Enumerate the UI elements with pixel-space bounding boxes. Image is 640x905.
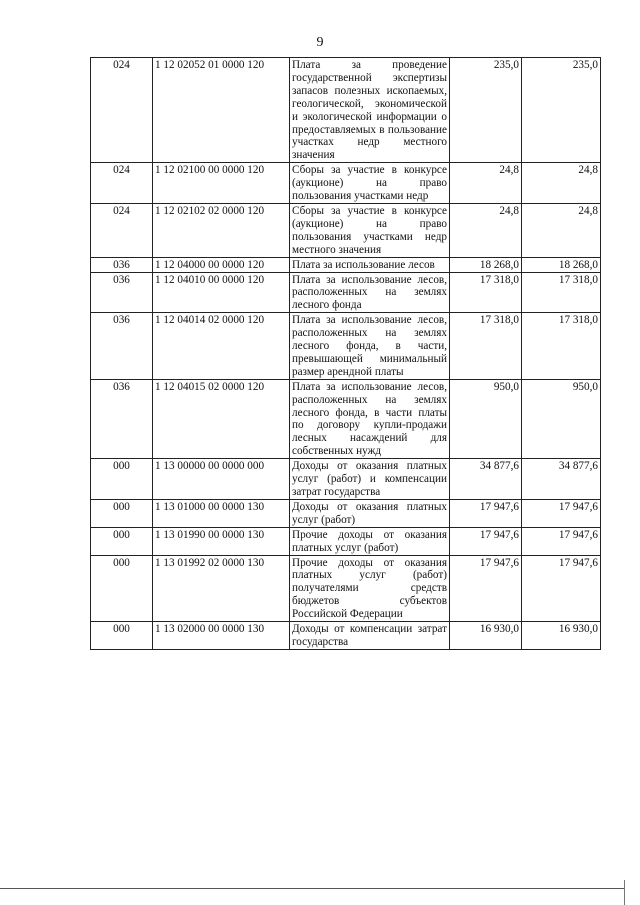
budget-code-cell: 1 13 02000 00 0000 130: [153, 622, 290, 650]
table-row: [91, 527, 601, 555]
revenue-name-cell: Прочие доходы от оказания платных услуг (работ): [290, 527, 450, 555]
table-row: [91, 257, 601, 272]
revenue-name-cell: Сборы за участие в конкурсе (аукционе) на право пользования участками недр местного значения: [290, 203, 450, 257]
amount-cell: 18 268,0: [450, 257, 522, 272]
revenue-name-cell: Плата за использование лесов, расположенных на землях лесного фонда, в части платы по договору купли-продажи лесных насаждений для собственных нужд: [290, 379, 450, 458]
admin-code-cell: 024: [91, 203, 153, 257]
admin-code-cell: 000: [91, 499, 153, 527]
budget-code-cell: 1 12 04000 00 0000 120: [153, 257, 290, 272]
amount-total-cell: 17 947,6: [522, 527, 601, 555]
admin-code-cell: 000: [91, 459, 153, 500]
admin-code-cell: 000: [91, 555, 153, 622]
table-row: [91, 58, 601, 163]
admin-code-cell: 024: [91, 163, 153, 204]
amount-total-cell: 24,8: [522, 163, 601, 204]
budget-code-cell: 1 13 01000 00 0000 130: [153, 499, 290, 527]
amount-cell: 17 947,6: [450, 499, 522, 527]
amount-cell: 34 877,6: [450, 459, 522, 500]
revenue-table: [90, 57, 601, 650]
amount-cell: 17 947,6: [450, 555, 522, 622]
revenue-name-cell: Доходы от оказания платных услуг (работ): [290, 499, 450, 527]
budget-code-cell: 1 13 01992 02 0000 130: [153, 555, 290, 622]
table-row: [91, 555, 601, 622]
revenue-name-cell: Плата за использование лесов, расположенных на землях лесного фонда: [290, 272, 450, 313]
admin-code-cell: 036: [91, 257, 153, 272]
admin-code-cell: 036: [91, 379, 153, 458]
revenue-table-body: [91, 58, 601, 650]
amount-total-cell: 18 268,0: [522, 257, 601, 272]
amount-total-cell: 17 318,0: [522, 313, 601, 380]
amount-total-cell: 34 877,6: [522, 459, 601, 500]
amount-cell: 17 947,6: [450, 527, 522, 555]
amount-cell: 17 318,0: [450, 272, 522, 313]
table-row: [91, 163, 601, 204]
revenue-name-cell: Плата за проведение государственной экспертизы запасов полезных ископаемых, геологической, экономической и экологической информации о предоставляемых в пользование участках недр местного значения: [290, 58, 450, 163]
table-row: [91, 379, 601, 458]
amount-cell: 950,0: [450, 379, 522, 458]
amount-total-cell: 17 947,6: [522, 555, 601, 622]
budget-code-cell: 1 12 02100 00 0000 120: [153, 163, 290, 204]
budget-code-cell: 1 12 04010 00 0000 120: [153, 272, 290, 313]
page-number: 9: [316, 35, 324, 50]
budget-code-cell: 1 12 04014 02 0000 120: [153, 313, 290, 380]
amount-cell: 16 930,0: [450, 622, 522, 650]
scan-border-line: [0, 888, 624, 889]
amount-total-cell: 950,0: [522, 379, 601, 458]
amount-cell: 24,8: [450, 203, 522, 257]
budget-code-cell: 1 12 02102 02 0000 120: [153, 203, 290, 257]
amount-cell: 235,0: [450, 58, 522, 163]
table-row: [91, 203, 601, 257]
revenue-name-cell: Сборы за участие в конкурсе (аукционе) на право пользования участками недр: [290, 163, 450, 204]
admin-code-cell: 024: [91, 58, 153, 163]
revenue-name-cell: Плата за использование лесов: [290, 257, 450, 272]
revenue-name-cell: Доходы от оказания платных услуг (работ) и компенсации затрат государства: [290, 459, 450, 500]
amount-total-cell: 235,0: [522, 58, 601, 163]
revenue-name-cell: Плата за использование лесов, расположенных на землях лесного фонда, в части, превышающей минимальный размер арендной платы: [290, 313, 450, 380]
revenue-name-cell: Доходы от компенсации затрат государства: [290, 622, 450, 650]
admin-code-cell: 036: [91, 313, 153, 380]
table-row: [91, 459, 601, 500]
scan-edge-line: [624, 880, 625, 905]
amount-total-cell: 17 318,0: [522, 272, 601, 313]
table-row: [91, 313, 601, 380]
budget-code-cell: 1 12 04015 02 0000 120: [153, 379, 290, 458]
table-row: [91, 622, 601, 650]
table-row: [91, 499, 601, 527]
table-row: [91, 272, 601, 313]
admin-code-cell: 000: [91, 622, 153, 650]
budget-code-cell: 1 13 00000 00 0000 000: [153, 459, 290, 500]
admin-code-cell: 036: [91, 272, 153, 313]
amount-total-cell: 24,8: [522, 203, 601, 257]
budget-code-cell: 1 12 02052 01 0000 120: [153, 58, 290, 163]
admin-code-cell: 000: [91, 527, 153, 555]
amount-cell: 24,8: [450, 163, 522, 204]
amount-cell: 17 318,0: [450, 313, 522, 380]
budget-code-cell: 1 13 01990 00 0000 130: [153, 527, 290, 555]
amount-total-cell: 17 947,6: [522, 499, 601, 527]
revenue-name-cell: Прочие доходы от оказания платных услуг (работ) получателями средств бюджетов субъектов Российской Федерации: [290, 555, 450, 622]
amount-total-cell: 16 930,0: [522, 622, 601, 650]
